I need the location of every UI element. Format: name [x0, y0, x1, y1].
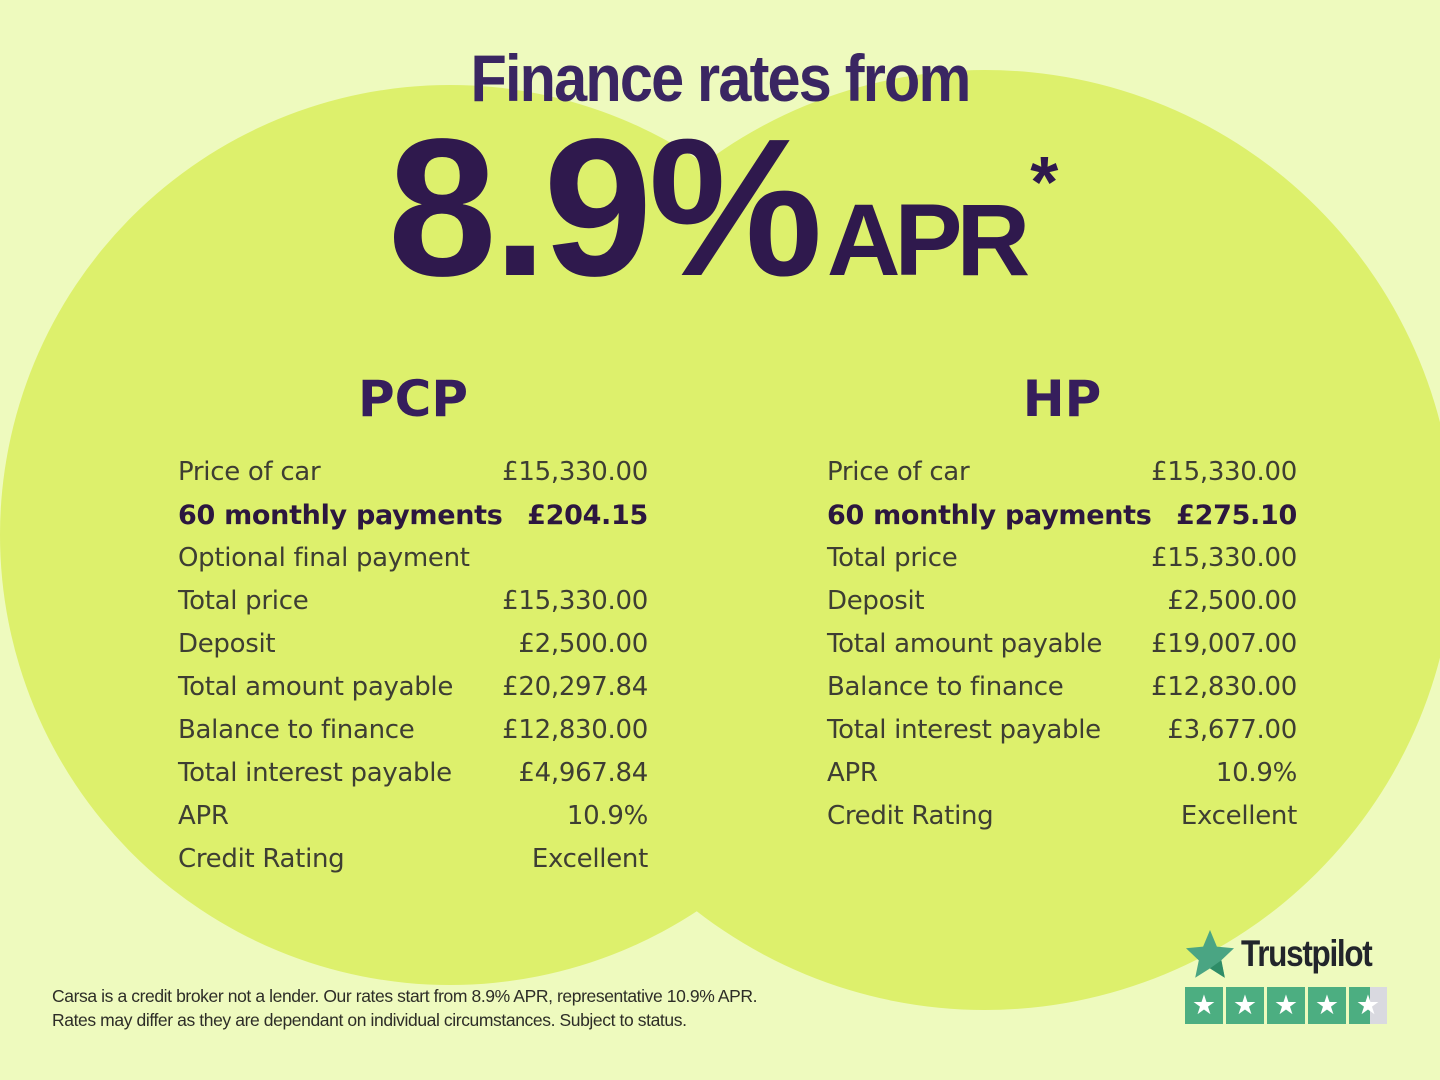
table-row: [178, 838, 648, 881]
table-row: [178, 451, 648, 494]
trustpilot-header: [1185, 930, 1400, 978]
trustpilot-wordmark: Trustpilot: [1241, 933, 1372, 974]
row-value: £4,967.84: [518, 758, 648, 788]
hp-title: HP: [1022, 370, 1102, 428]
table-row: [827, 451, 1297, 494]
row-value: 10.9%: [566, 801, 648, 831]
disclaimer-line-1: Carsa is a credit broker not a lender. Our rates start from 8.9% APR, representative 10.9% APR.: [52, 986, 758, 1006]
table-row: [827, 623, 1297, 666]
row-label: Total price: [178, 586, 309, 616]
table-row: [178, 666, 648, 709]
row-value: £15,330.00: [1151, 543, 1297, 573]
table-row: [827, 537, 1297, 580]
rate-unit: APR: [826, 183, 1025, 297]
row-label: APR: [827, 758, 878, 788]
star-box-icon: [1226, 987, 1264, 1024]
rate-asterisk: *: [1030, 143, 1059, 223]
trustpilot-rating-stars: [1185, 987, 1400, 1024]
row-value: £3,677.00: [1167, 715, 1297, 745]
table-row: [827, 752, 1297, 795]
row-label: Total price: [827, 543, 958, 573]
table-row: [827, 666, 1297, 709]
row-value: Excellent: [1180, 801, 1297, 831]
row-label: Optional final payment: [178, 543, 470, 573]
row-label: Total interest payable: [178, 758, 452, 788]
star-box-icon: [1308, 987, 1346, 1024]
hp-table: [827, 451, 1297, 838]
table-row: [178, 795, 648, 838]
row-label: 60 monthly payments: [827, 500, 1152, 531]
star-box-half-icon: [1349, 987, 1387, 1024]
table-row: [178, 623, 648, 666]
row-label: APR: [178, 801, 229, 831]
row-value: £204.15: [527, 500, 648, 531]
table-row: [827, 580, 1297, 623]
row-value: £15,330.00: [502, 457, 648, 487]
table-row: [827, 494, 1297, 537]
table-row: [827, 795, 1297, 838]
row-value: £15,330.00: [502, 586, 648, 616]
row-value: £275.10: [1176, 500, 1297, 531]
page-title: Finance rates from: [470, 41, 970, 115]
pcp-title: PCP: [358, 370, 468, 428]
row-label: 60 monthly payments: [178, 500, 503, 531]
rate-headline: [0, 98, 1440, 317]
table-row: [178, 494, 648, 537]
row-value: £20,297.84: [502, 672, 648, 702]
table-row: [827, 709, 1297, 752]
star-box-icon: [1185, 987, 1223, 1024]
row-value: £19,007.00: [1151, 629, 1297, 659]
row-label: Price of car: [827, 457, 970, 487]
table-row: [178, 709, 648, 752]
row-label: Balance to finance: [178, 715, 415, 745]
trustpilot-star-icon: [1185, 930, 1235, 978]
row-label: Total amount payable: [827, 629, 1103, 659]
row-value: £12,830.00: [1151, 672, 1297, 702]
row-label: Deposit: [827, 586, 925, 616]
row-label: Total amount payable: [178, 672, 454, 702]
disclaimer: [52, 984, 792, 1032]
row-label: Balance to finance: [827, 672, 1064, 702]
row-value: 10.9%: [1215, 758, 1297, 788]
row-value: £15,330.00: [1151, 457, 1297, 487]
rate-value: 8.9%: [387, 98, 819, 317]
row-label: Deposit: [178, 629, 276, 659]
table-row: [178, 580, 648, 623]
pcp-table: [178, 451, 648, 881]
row-value: Excellent: [531, 844, 648, 874]
row-label: Total interest payable: [827, 715, 1101, 745]
row-label: Price of car: [178, 457, 321, 487]
table-row: [178, 537, 648, 580]
disclaimer-line-2: Rates may differ as they are dependant on individual circumstances. Subject to status.: [52, 1010, 687, 1030]
row-label: Credit Rating: [827, 801, 994, 831]
row-value: £2,500.00: [1167, 586, 1297, 616]
star-box-icon: [1267, 987, 1305, 1024]
table-row: [178, 752, 648, 795]
trustpilot-logo: [1185, 930, 1400, 1024]
row-value: £2,500.00: [518, 629, 648, 659]
row-value: £12,830.00: [502, 715, 648, 745]
row-label: Credit Rating: [178, 844, 345, 874]
